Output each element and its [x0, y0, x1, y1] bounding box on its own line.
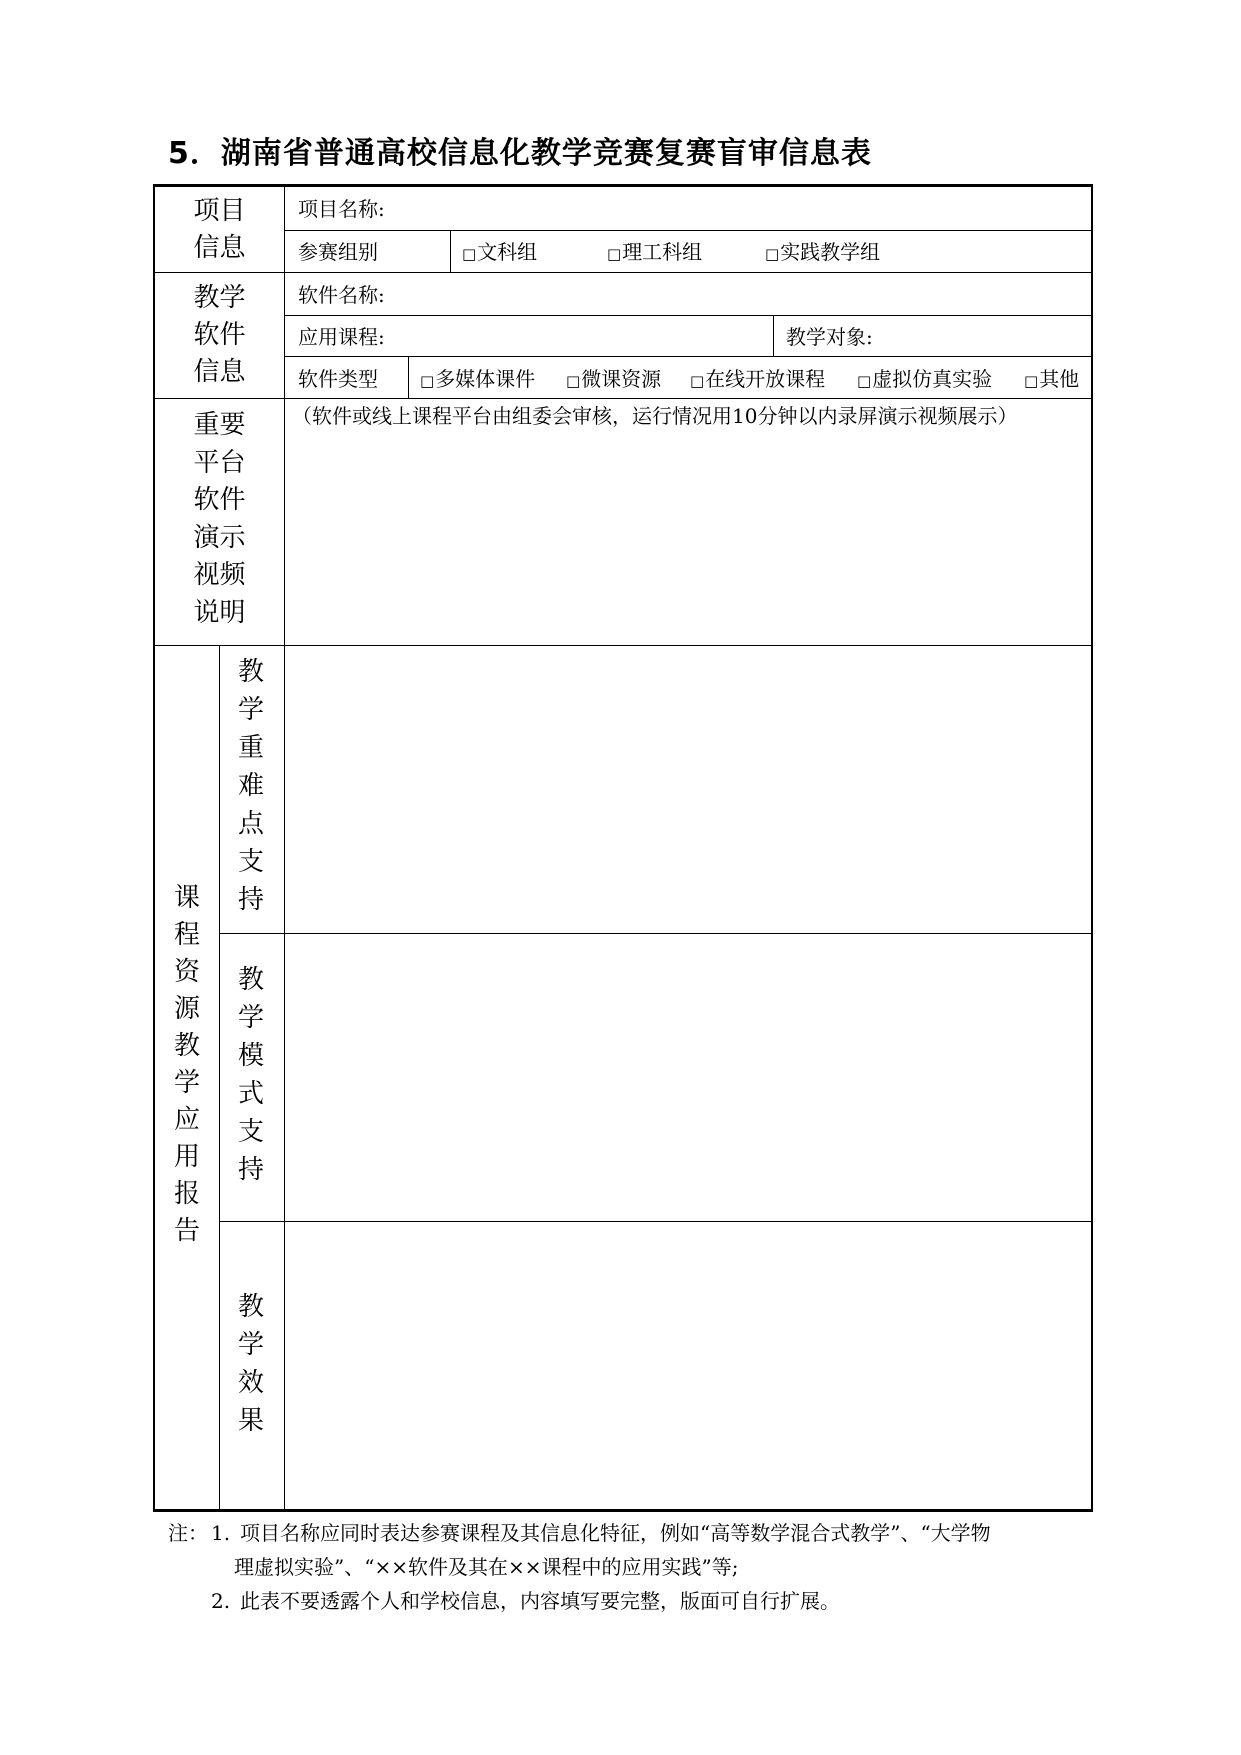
label-column-divider	[284, 184, 285, 1511]
table-top-border	[153, 184, 1093, 187]
teaching-effect-input-area[interactable]	[286, 1223, 1090, 1508]
report-row-divider	[219, 933, 1091, 934]
type-option-online-course[interactable]: □ 在线开放课程	[690, 367, 825, 393]
key-difficulties-input-area[interactable]	[286, 647, 1090, 932]
type-option-other[interactable]: □ 其他	[1024, 367, 1079, 393]
teaching-mode-input-area[interactable]	[286, 935, 1090, 1220]
software-type-label: 软件类型	[298, 367, 378, 391]
section-divider	[153, 272, 1091, 273]
teaching-mode-label: 教 学 模 式 支 持	[237, 965, 264, 1185]
group-option-science-engineering[interactable]: □ 理工科组	[607, 240, 702, 266]
demo-video-note: （软件或线上课程平台由组委会审核，运行情况用10分钟以内录屏演示视频展示）	[292, 404, 1018, 428]
report-main-label: 课 程 资 源 教 学 应 用 报 告	[173, 883, 200, 1246]
group-label-divider	[450, 230, 451, 273]
note-2-number: 2.	[211, 1589, 231, 1613]
target-audience-label: 教学对象:	[786, 325, 873, 349]
course-target-divider	[773, 315, 774, 356]
demo-video-label: 重要 平台 软件 演示 视频 说明	[193, 410, 246, 628]
note-2-text: 此表不要透露个人和学校信息，内容填写要完整，版面可自行扩展。	[240, 1589, 840, 1613]
section-divider	[153, 398, 1091, 399]
key-difficulties-label: 教 学 重 难 点 支 持	[237, 657, 264, 915]
table-right-border	[1091, 184, 1093, 1512]
teaching-effect-label: 教 学 效 果	[237, 1292, 264, 1436]
type-option-multimedia[interactable]: □ 多媒体课件	[420, 367, 535, 393]
group-option-practice[interactable]: □ 实践教学组	[765, 240, 880, 266]
course-label: 应用课程:	[298, 325, 385, 349]
page-title: 5．湖南省普通高校信息化教学竞赛复赛盲审信息表	[168, 136, 872, 171]
section-divider	[153, 645, 1091, 646]
row-divider	[284, 315, 1091, 316]
demo-video-input-area[interactable]	[286, 430, 1090, 644]
software-info-label: 教学 软件 信息	[193, 283, 246, 387]
note-1-line-1: 项目名称应同时表达参赛课程及其信息化特征，例如“高等数学混合式教学”、“大学物	[240, 1521, 991, 1545]
row-divider	[284, 356, 1091, 357]
table-bottom-border	[153, 1509, 1093, 1512]
row-divider	[284, 230, 1091, 231]
note-1-number: 1.	[211, 1521, 231, 1545]
report-row-divider	[219, 1221, 1091, 1222]
notes-prefix: 注：	[168, 1521, 208, 1545]
group-label: 参赛组别	[298, 240, 378, 264]
software-name-label: 软件名称:	[298, 283, 385, 307]
report-subcolumn-divider	[219, 645, 220, 1511]
note-1-line-2: 理虚拟实验”、“××软件及其在××课程中的应用实践”等;	[234, 1555, 739, 1579]
type-option-microlecture[interactable]: □ 微课资源	[566, 367, 661, 393]
project-name-label: 项目名称:	[298, 197, 385, 221]
type-label-divider	[408, 356, 409, 398]
type-option-virtual-simulation[interactable]: □ 虚拟仿真实验	[857, 367, 992, 393]
group-option-liberal-arts[interactable]: □ 文科组	[462, 240, 537, 266]
project-info-label: 项目 信息	[193, 196, 246, 263]
